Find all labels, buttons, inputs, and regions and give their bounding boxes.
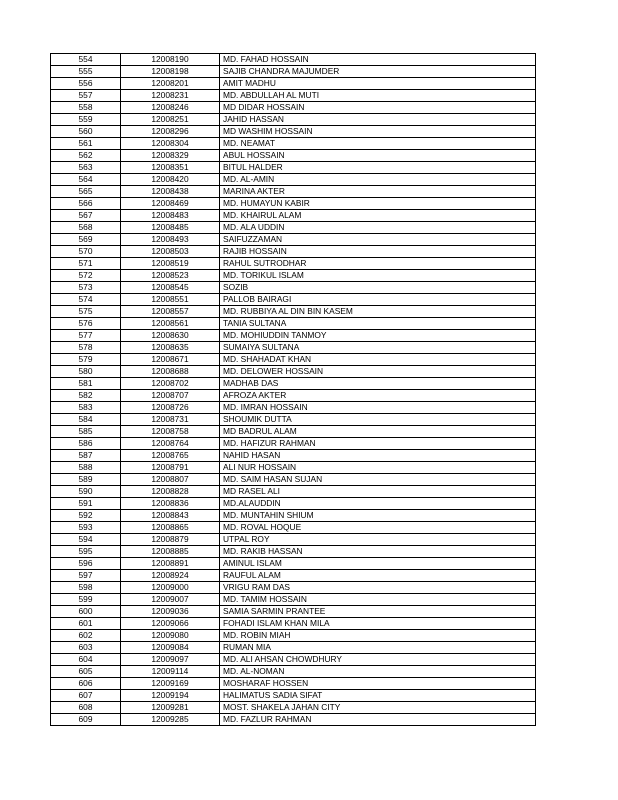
student-name-cell: MD. SHAHADAT KHAN (220, 354, 536, 366)
roll-number-cell: 12009066 (121, 618, 220, 630)
table-row (51, 486, 536, 498)
roll-number-cell: 12008758 (121, 426, 220, 438)
student-name-cell: MD. FAZLUR RAHMAN (220, 714, 536, 726)
serial-number-cell: 576 (51, 318, 121, 330)
serial-number-cell: 600 (51, 606, 121, 618)
roll-number-cell: 12008924 (121, 570, 220, 582)
serial-number-cell: 560 (51, 126, 121, 138)
serial-number-cell: 609 (51, 714, 121, 726)
roll-number-cell: 12008807 (121, 474, 220, 486)
student-name-cell: RUMAN MIA (220, 642, 536, 654)
roll-number-cell: 12008726 (121, 402, 220, 414)
student-name-cell: SAJIB CHANDRA MAJUMDER (220, 66, 536, 78)
serial-number-cell: 587 (51, 450, 121, 462)
table-row (51, 234, 536, 246)
roll-number-cell: 12008791 (121, 462, 220, 474)
table-row (51, 534, 536, 546)
roll-number-cell: 12008545 (121, 282, 220, 294)
serial-number-cell: 580 (51, 366, 121, 378)
roll-number-cell: 12009084 (121, 642, 220, 654)
serial-number-cell: 594 (51, 534, 121, 546)
roll-number-cell: 12008304 (121, 138, 220, 150)
table-row (51, 510, 536, 522)
serial-number-cell: 595 (51, 546, 121, 558)
serial-number-cell: 562 (51, 150, 121, 162)
table-row (51, 270, 536, 282)
student-name-cell: SUMAIYA SULTANA (220, 342, 536, 354)
roll-number-cell: 12008707 (121, 390, 220, 402)
serial-number-cell: 599 (51, 594, 121, 606)
serial-number-cell: 567 (51, 210, 121, 222)
table-row (51, 78, 536, 90)
student-name-cell: MD. AL-AMIN (220, 174, 536, 186)
serial-number-cell: 557 (51, 90, 121, 102)
serial-number-cell: 597 (51, 570, 121, 582)
table-row (51, 174, 536, 186)
student-name-cell: MD. IMRAN HOSSAIN (220, 402, 536, 414)
serial-number-cell: 598 (51, 582, 121, 594)
student-name-cell: SAMIA SARMIN PRANTEE (220, 606, 536, 618)
roll-number-cell: 12009285 (121, 714, 220, 726)
serial-number-cell: 566 (51, 198, 121, 210)
serial-number-cell: 582 (51, 390, 121, 402)
student-name-cell: NAHID HASAN (220, 450, 536, 462)
table-row (51, 198, 536, 210)
serial-number-cell: 604 (51, 654, 121, 666)
serial-number-cell: 601 (51, 618, 121, 630)
table-row (51, 114, 536, 126)
roll-number-cell: 12009281 (121, 702, 220, 714)
student-name-cell: FOHADI ISLAM KHAN MILA (220, 618, 536, 630)
student-name-cell: RAUFUL ALAM (220, 570, 536, 582)
table-row (51, 258, 536, 270)
table-row (51, 618, 536, 630)
roll-number-cell: 12008836 (121, 498, 220, 510)
student-name-cell: ALI NUR HOSSAIN (220, 462, 536, 474)
serial-number-cell: 591 (51, 498, 121, 510)
table-row (51, 126, 536, 138)
serial-number-cell: 589 (51, 474, 121, 486)
table-row (51, 582, 536, 594)
roll-number-cell: 12008493 (121, 234, 220, 246)
student-name-cell: TANIA SULTANA (220, 318, 536, 330)
table-row (51, 654, 536, 666)
table-row (51, 402, 536, 414)
serial-number-cell: 590 (51, 486, 121, 498)
roll-number-cell: 12009036 (121, 606, 220, 618)
table-row (51, 642, 536, 654)
student-name-cell: MD DIDAR HOSSAIN (220, 102, 536, 114)
table-row (51, 390, 536, 402)
student-name-cell: MD. FAHAD HOSSAIN (220, 54, 536, 66)
table-row (51, 378, 536, 390)
roll-number-cell: 12008891 (121, 558, 220, 570)
roll-number-cell: 12008551 (121, 294, 220, 306)
table-row (51, 714, 536, 726)
serial-number-cell: 556 (51, 78, 121, 90)
serial-number-cell: 564 (51, 174, 121, 186)
student-name-cell: SAIFUZZAMAN (220, 234, 536, 246)
table-row (51, 438, 536, 450)
roll-number-cell: 12008702 (121, 378, 220, 390)
roll-number-cell: 12008764 (121, 438, 220, 450)
student-name-cell: MD WASHIM HOSSAIN (220, 126, 536, 138)
student-name-cell: MD. KHAIRUL ALAM (220, 210, 536, 222)
table-row (51, 630, 536, 642)
table-row (51, 282, 536, 294)
roll-number-cell: 12008671 (121, 354, 220, 366)
roll-number-cell: 12009169 (121, 678, 220, 690)
roll-number-cell: 12009000 (121, 582, 220, 594)
student-name-cell: MD. ROBIN MIAH (220, 630, 536, 642)
student-name-cell: MD. ABDULLAH AL MUTI (220, 90, 536, 102)
roll-number-cell: 12008843 (121, 510, 220, 522)
table-row (51, 690, 536, 702)
roll-number-cell: 12008557 (121, 306, 220, 318)
student-name-cell: MD. SAIM HASAN SUJAN (220, 474, 536, 486)
serial-number-cell: 578 (51, 342, 121, 354)
student-name-cell: PALLOB BAIRAGI (220, 294, 536, 306)
student-name-cell: MD. ROVAL HOQUE (220, 522, 536, 534)
table-row (51, 90, 536, 102)
roll-number-cell: 12008190 (121, 54, 220, 66)
roll-number-cell: 12008630 (121, 330, 220, 342)
table-row (51, 318, 536, 330)
roll-number-cell: 12008251 (121, 114, 220, 126)
student-name-cell: MOST. SHAKELA JAHAN CITY (220, 702, 536, 714)
student-name-cell: ABUL HOSSAIN (220, 150, 536, 162)
student-name-cell: MARINA AKTER (220, 186, 536, 198)
roll-number-cell: 12008688 (121, 366, 220, 378)
table-row (51, 222, 536, 234)
serial-number-cell: 554 (51, 54, 121, 66)
serial-number-cell: 605 (51, 666, 121, 678)
roll-number-cell: 12008731 (121, 414, 220, 426)
serial-number-cell: 588 (51, 462, 121, 474)
serial-number-cell: 606 (51, 678, 121, 690)
serial-number-cell: 572 (51, 270, 121, 282)
student-name-cell: MD. ALI AHSAN CHOWDHURY (220, 654, 536, 666)
table-row (51, 246, 536, 258)
student-name-cell: MD. AL-NOMAN (220, 666, 536, 678)
roll-number-cell: 12008561 (121, 318, 220, 330)
table-row (51, 678, 536, 690)
table-row (51, 354, 536, 366)
serial-number-cell: 577 (51, 330, 121, 342)
student-name-cell: MD. HAFIZUR RAHMAN (220, 438, 536, 450)
table-row (51, 186, 536, 198)
roll-number-cell: 12009194 (121, 690, 220, 702)
student-name-cell: MD. DELOWER HOSSAIN (220, 366, 536, 378)
roll-number-cell: 12008329 (121, 150, 220, 162)
roll-number-cell: 12008351 (121, 162, 220, 174)
student-name-cell: MD RASEL ALI (220, 486, 536, 498)
student-name-cell: MOSHARAF HOSSEN (220, 678, 536, 690)
table-row (51, 342, 536, 354)
student-name-cell: UTPAL ROY (220, 534, 536, 546)
table-row (51, 426, 536, 438)
serial-number-cell: 596 (51, 558, 121, 570)
student-name-cell: AMIT MADHU (220, 78, 536, 90)
table-row (51, 294, 536, 306)
student-name-cell: VRIGU RAM DAS (220, 582, 536, 594)
serial-number-cell: 583 (51, 402, 121, 414)
table-row (51, 522, 536, 534)
roll-number-cell: 12008420 (121, 174, 220, 186)
serial-number-cell: 574 (51, 294, 121, 306)
table-row (51, 474, 536, 486)
serial-number-cell: 585 (51, 426, 121, 438)
table-row (51, 366, 536, 378)
roll-number-cell: 12009114 (121, 666, 220, 678)
roll-number-cell: 12008438 (121, 186, 220, 198)
table-row (51, 306, 536, 318)
serial-number-cell: 561 (51, 138, 121, 150)
serial-number-cell: 584 (51, 414, 121, 426)
serial-number-cell: 563 (51, 162, 121, 174)
roll-number-cell: 12008231 (121, 90, 220, 102)
student-name-cell: BITUL HALDER (220, 162, 536, 174)
serial-number-cell: 573 (51, 282, 121, 294)
roll-number-cell: 12008483 (121, 210, 220, 222)
table-row (51, 666, 536, 678)
serial-number-cell: 581 (51, 378, 121, 390)
student-name-cell: MD. RUBBIYA AL DIN BIN KASEM (220, 306, 536, 318)
table-row (51, 546, 536, 558)
student-name-cell: MD.ALAUDDIN (220, 498, 536, 510)
student-name-cell: AFROZA AKTER (220, 390, 536, 402)
student-name-cell: MD. HUMAYUN KABIR (220, 198, 536, 210)
serial-number-cell: 586 (51, 438, 121, 450)
roll-table (50, 53, 536, 726)
student-name-cell: MD. MUNTAHIN SHIUM (220, 510, 536, 522)
student-name-cell: MD. RAKIB HASSAN (220, 546, 536, 558)
table-row (51, 330, 536, 342)
serial-number-cell: 575 (51, 306, 121, 318)
serial-number-cell: 602 (51, 630, 121, 642)
student-name-cell: HALIMATUS SADIA SIFAT (220, 690, 536, 702)
student-name-cell: MD. ALA UDDIN (220, 222, 536, 234)
serial-number-cell: 569 (51, 234, 121, 246)
roll-number-cell: 12008519 (121, 258, 220, 270)
student-name-cell: SHOUMIK DUTTA (220, 414, 536, 426)
serial-number-cell: 565 (51, 186, 121, 198)
serial-number-cell: 579 (51, 354, 121, 366)
serial-number-cell: 559 (51, 114, 121, 126)
roll-number-cell: 12009097 (121, 654, 220, 666)
student-name-cell: MD. NEAMAT (220, 138, 536, 150)
roll-number-cell: 12008469 (121, 198, 220, 210)
serial-number-cell: 568 (51, 222, 121, 234)
roll-number-cell: 12008879 (121, 534, 220, 546)
roll-number-cell: 12008485 (121, 222, 220, 234)
table-row (51, 150, 536, 162)
roll-number-cell: 12008523 (121, 270, 220, 282)
table-row (51, 594, 536, 606)
serial-number-cell: 558 (51, 102, 121, 114)
student-name-cell: MD. MOHIUDDIN TANMOY (220, 330, 536, 342)
table-row (51, 570, 536, 582)
table-row (51, 498, 536, 510)
table-row (51, 606, 536, 618)
roll-number-cell: 12008765 (121, 450, 220, 462)
table-row (51, 702, 536, 714)
roll-number-cell: 12008885 (121, 546, 220, 558)
student-name-cell: RAHUL SUTRODHAR (220, 258, 536, 270)
roll-number-cell: 12009080 (121, 630, 220, 642)
student-name-cell: MD. TAMIM HOSSAIN (220, 594, 536, 606)
table-row (51, 558, 536, 570)
table-row (51, 414, 536, 426)
student-name-cell: MADHAB DAS (220, 378, 536, 390)
table-row (51, 54, 536, 66)
serial-number-cell: 608 (51, 702, 121, 714)
roll-table-body (51, 54, 536, 726)
student-name-cell: SOZIB (220, 282, 536, 294)
table-row (51, 450, 536, 462)
serial-number-cell: 593 (51, 522, 121, 534)
table-row (51, 462, 536, 474)
serial-number-cell: 571 (51, 258, 121, 270)
student-name-cell: RAJIB HOSSAIN (220, 246, 536, 258)
roll-number-cell: 12008503 (121, 246, 220, 258)
roll-number-cell: 12008865 (121, 522, 220, 534)
serial-number-cell: 592 (51, 510, 121, 522)
student-name-cell: JAHID HASSAN (220, 114, 536, 126)
table-row (51, 66, 536, 78)
roll-number-cell: 12008198 (121, 66, 220, 78)
table-row (51, 138, 536, 150)
roll-number-cell: 12008296 (121, 126, 220, 138)
serial-number-cell: 555 (51, 66, 121, 78)
roll-number-cell: 12008828 (121, 486, 220, 498)
roll-number-cell: 12008635 (121, 342, 220, 354)
table-row (51, 210, 536, 222)
serial-number-cell: 570 (51, 246, 121, 258)
student-name-cell: MD BADRUL ALAM (220, 426, 536, 438)
table-row (51, 102, 536, 114)
roll-number-cell: 12008201 (121, 78, 220, 90)
serial-number-cell: 607 (51, 690, 121, 702)
roll-number-cell: 12008246 (121, 102, 220, 114)
student-name-cell: MD. TORIKUL ISLAM (220, 270, 536, 282)
table-row (51, 162, 536, 174)
roll-number-cell: 12009007 (121, 594, 220, 606)
student-name-cell: AMINUL ISLAM (220, 558, 536, 570)
serial-number-cell: 603 (51, 642, 121, 654)
